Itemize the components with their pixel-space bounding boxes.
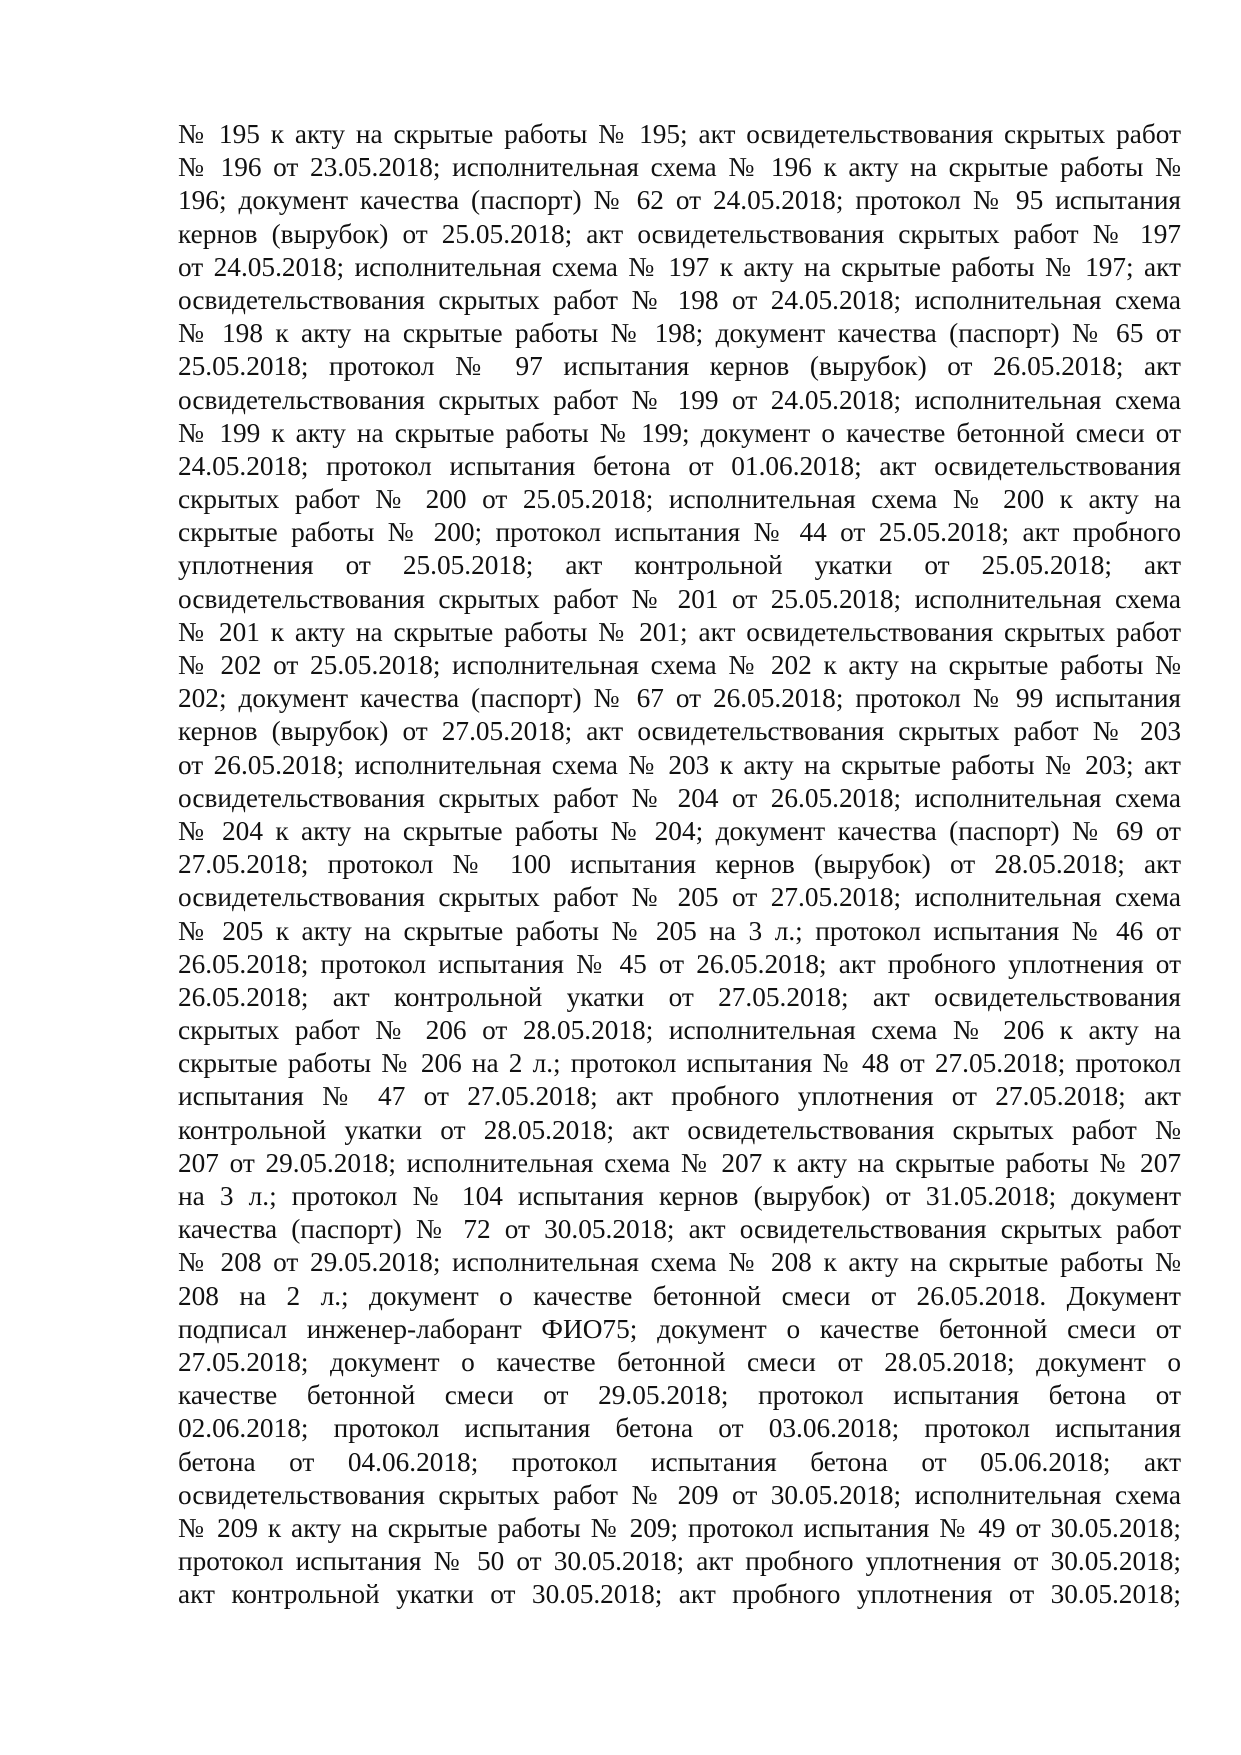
text-line-41: бетона от 04.06.2018; протокол испытания бетона от 05.06.2018; акт [178, 1446, 1181, 1477]
text-line-21: освидетельствования скрытых работ № 204 от 26.05.2018; исполнительная схема [178, 782, 1181, 813]
text-line-45: акт контрольной укатки от 30.05.2018; акт пробного уплотнения от 30.05.2018; [178, 1579, 1181, 1610]
text-line-23: 27.05.2018; протокол № 100 испытания кернов (вырубок) от 28.05.2018; акт [178, 849, 1181, 880]
text-line-17: № 202 от 25.05.2018; исполнительная схема № 202 к акту на скрытые работы № [178, 650, 1181, 680]
text-line-22: № 204 к акту на скрытые работы № 204; документ качества (паспорт) № 69 от [178, 815, 1181, 846]
text-line-2: № 196 от 23.05.2018; исполнительная схема № 196 к акту на скрытые работы № [178, 152, 1181, 183]
text-line-44: протокол испытания № 50 от 30.05.2018; акт пробного уплотнения от 30.05.2018; [178, 1546, 1181, 1577]
text-line-15: освидетельствования скрытых работ № 201 от 25.05.2018; исполнительная схема [178, 583, 1181, 614]
text-line-14: уплотнения от 25.05.2018; акт контрольной укатки от 25.05.2018; акт [178, 550, 1181, 581]
text-line-27: 26.05.2018; акт контрольной укатки от 27.05.2018; акт освидетельствования [178, 981, 1181, 1012]
text-line-43: № 209 к акту на скрытые работы № 209; протокол испытания № 49 от 30.05.2018; [178, 1512, 1181, 1543]
text-line-35: № 208 от 29.05.2018; исполнительная схема № 208 к акту на скрытые работы № [178, 1247, 1181, 1278]
text-line-25: № 205 к акту на скрытые работы № 205 на 3 л.; протокол испытания № 46 от [178, 915, 1181, 946]
text-line-8: 25.05.2018; протокол № 97 испытания кернов (вырубок) от 26.05.2018; акт [178, 351, 1181, 382]
text-line-16: № 201 к акту на скрытые работы № 201; акт освидетельствования скрытых работ [178, 616, 1181, 647]
text-line-9: освидетельствования скрытых работ № 199 от 24.05.2018; исполнительная схема [178, 384, 1181, 415]
text-line-33: на 3 л.; протокол № 104 испытания кернов (вырубок) от 31.05.2018; документ [178, 1181, 1181, 1211]
text-line-36: 208 на 2 л.; документ о качестве бетонной смеси от 26.05.2018. Документ [178, 1280, 1181, 1311]
text-line-24: освидетельствования скрытых работ № 205 от 27.05.2018; исполнительная схема [178, 882, 1181, 913]
text-line-13: скрытые работы № 200; протокол испытания № 44 от 25.05.2018; акт пробного [178, 517, 1181, 548]
text-line-29: скрытые работы № 206 на 2 л.; протокол испытания № 48 от 27.05.2018; протокол [178, 1048, 1181, 1079]
text-line-1: № 195 к акту на скрытые работы № 195; акт освидетельствования скрытых работ [178, 119, 1181, 149]
text-line-28: скрытых работ № 206 от 28.05.2018; исполнительная схема № 206 к акту на [178, 1015, 1181, 1046]
text-line-5: от 24.05.2018; исполнительная схема № 197 к акту на скрытые работы № 197; акт [178, 251, 1181, 282]
text-line-4: кернов (вырубок) от 25.05.2018; акт освидетельствования скрытых работ № 197 [178, 218, 1181, 249]
text-line-20: от 26.05.2018; исполнительная схема № 203 к акту на скрытые работы № 203; акт [178, 749, 1181, 780]
text-line-26: 26.05.2018; протокол испытания № 45 от 26.05.2018; акт пробного уплотнения от [178, 948, 1181, 979]
text-line-31: контрольной укатки от 28.05.2018; акт освидетельствования скрытых работ № [178, 1114, 1181, 1145]
text-line-7: № 198 к акту на скрытые работы № 198; документ качества (паспорт) № 65 от [178, 318, 1181, 349]
text-line-32: 207 от 29.05.2018; исполнительная схема № 207 к акту на скрытые работы № 207 [178, 1147, 1181, 1178]
document-body-text [178, 118, 1181, 1611]
text-line-18: 202; документ качества (паспорт) № 67 от 26.05.2018; протокол № 99 испытания [178, 683, 1181, 714]
text-line-38: 27.05.2018; документ о качестве бетонной смеси от 28.05.2018; документ о [178, 1346, 1181, 1377]
text-line-40: 02.06.2018; протокол испытания бетона от 03.06.2018; протокол испытания [178, 1413, 1181, 1444]
text-line-10: № 199 к акту на скрытые работы № 199; документ о качестве бетонной смеси от [178, 417, 1181, 448]
text-line-34: качества (паспорт) № 72 от 30.05.2018; акт освидетельствования скрытых работ [178, 1214, 1181, 1245]
text-line-6: освидетельствования скрытых работ № 198 от 24.05.2018; исполнительная схема [178, 284, 1181, 315]
text-line-12: скрытых работ № 200 от 25.05.2018; исполнительная схема № 200 к акту на [178, 484, 1181, 515]
text-line-30: испытания № 47 от 27.05.2018; акт пробного уплотнения от 27.05.2018; акт [178, 1081, 1181, 1112]
text-line-11: 24.05.2018; протокол испытания бетона от 01.06.2018; акт освидетельствования [178, 450, 1181, 481]
text-line-37: подписал инженер-лаборант ФИО75; документ о качестве бетонной смеси от [178, 1313, 1181, 1344]
text-line-3: 196; документ качества (паспорт) № 62 от 24.05.2018; протокол № 95 испытания [178, 185, 1181, 216]
text-line-19: кернов (вырубок) от 27.05.2018; акт освидетельствования скрытых работ № 203 [178, 716, 1181, 747]
text-line-42: освидетельствования скрытых работ № 209 от 30.05.2018; исполнительная схема [178, 1479, 1181, 1510]
text-line-39: качестве бетонной смеси от 29.05.2018; протокол испытания бетона от [178, 1380, 1181, 1411]
